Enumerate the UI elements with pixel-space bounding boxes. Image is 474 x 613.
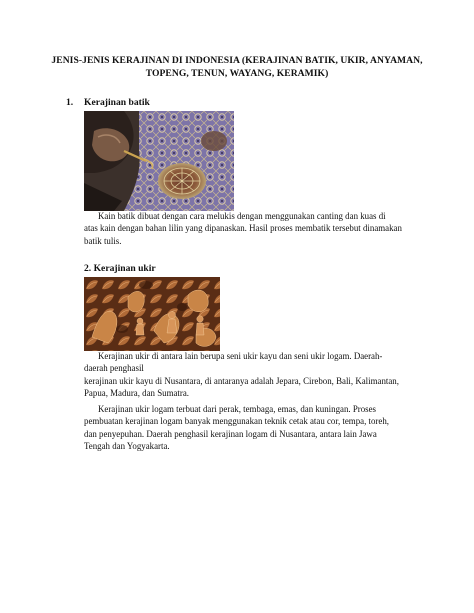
ukir-paragraph-1 (84, 350, 399, 400)
wood-carving-illustration (84, 277, 220, 351)
ukir-paragraph-1-line-4: Papua, Madura, dan Sumatra. (84, 388, 189, 399)
title-line-2: TOPENG, TENUN, WAYANG, KERAMIK) (145, 68, 329, 79)
batik-paragraph-line-3: batik tulis. (84, 235, 122, 246)
ukir-paragraph-1-line-2: daerah penghasil (84, 363, 144, 374)
batik-paragraph-line-1: Kain batik dibuat dengan cara melukis dengan menggunakan canting dan kuas di (98, 211, 386, 221)
title-line-1: JENIS-JENIS KERAJINAN DI INDONESIA (KERAJINAN BATIK, UKIR, ANYAMAN, (51, 55, 423, 66)
ukir-image (84, 277, 220, 351)
document-title (40, 54, 434, 80)
ukir-paragraph-2 (84, 403, 394, 453)
section-number: 1. (66, 97, 74, 108)
batik-image (84, 111, 234, 211)
ukir-paragraph-1-line-3: kerajinan ukir kayu di Nusantara, di antaranya adalah Jepara, Cirebon, Bali, Kalimantan, (84, 375, 399, 386)
section-title: Kerajinan batik (84, 97, 150, 108)
batik-paragraph (84, 210, 404, 247)
ukir-paragraph-2-line-2: pembuatan kerajinan logam banyak menggunakan teknik cetak atau cor, tempa, toreh, (84, 416, 389, 427)
ukir-paragraph-2-line-1: Kerajinan ukir logam terbuat dari perak, tembaga, emas, dan kuningan. Proses (98, 404, 376, 414)
ukir-paragraph-2-line-3: dan penyepuhan. Daerah penghasil kerajinan logam di Nusantara, antara lain Jawa (84, 428, 377, 439)
batik-photo-illustration (84, 111, 234, 211)
section-heading-batik (66, 97, 150, 109)
ukir-paragraph-2-line-4: Tengah dan Yogyakarta. (84, 441, 170, 452)
section-heading-ukir (84, 263, 156, 275)
section-title: 2. Kerajinan ukir (84, 263, 156, 274)
ukir-paragraph-1-line-1: Kerajinan ukir di antara lain berupa seni ukir kayu dan seni ukir logam. Daerah- (98, 351, 383, 361)
batik-paragraph-line-2: atas kain dengan bahan lilin yang dipanaskan. Hasil proses membatik tersebut dinamakan (84, 223, 402, 234)
